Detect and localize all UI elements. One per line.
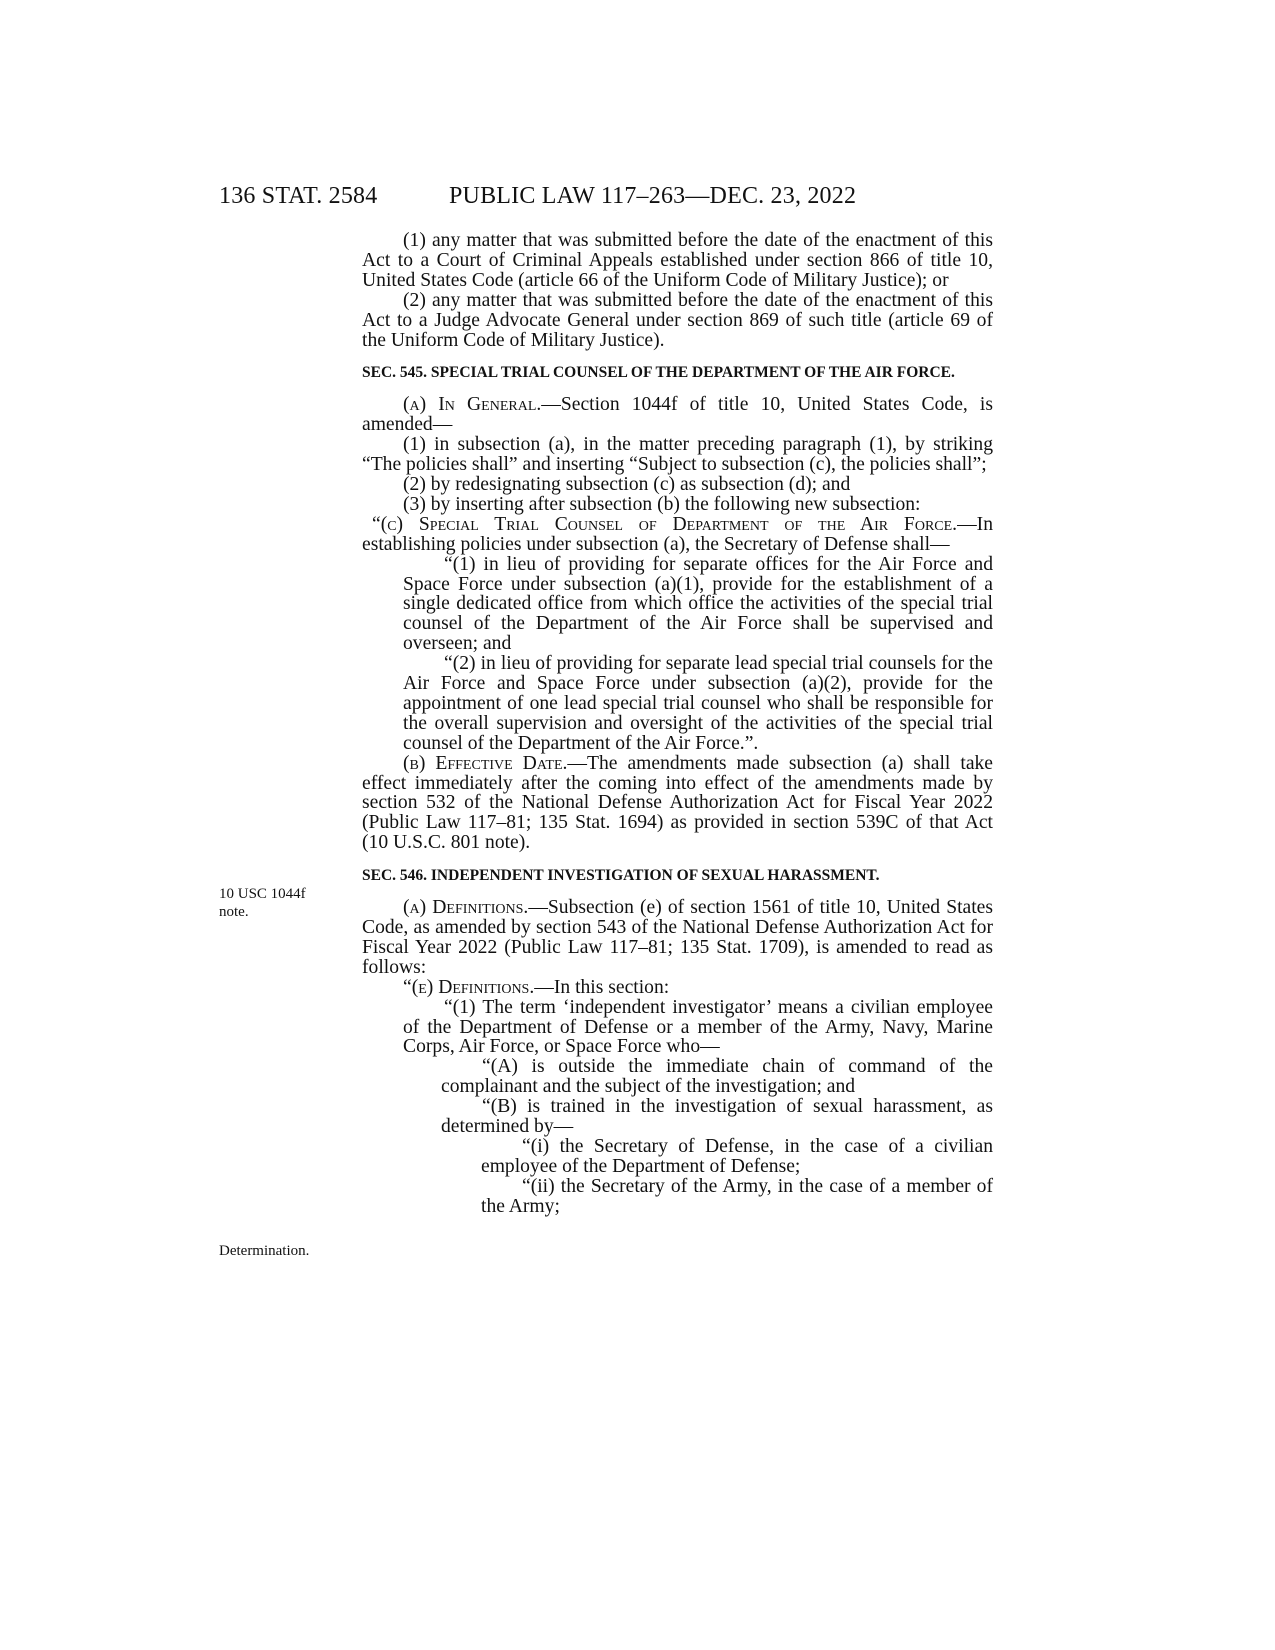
margin-note-usc [219, 885, 306, 921]
section-546-heading: SEC. 546. INDEPENDENT INVESTIGATION OF SEXUAL HARASSMENT. [362, 867, 880, 885]
subsection-a-text: —Subsection (e) of section 1561 of title 10, United States Code, as amended by section 543 of the National Defense Authorization Act for Fiscal Year 2022 (Public Law 117–81; 135 Stat. 1709), is amended to read as follows: [362, 897, 993, 978]
subsection-e-heading: “(e) Definitions. [403, 976, 535, 998]
section-545-para-2: (2) by redesignating subsection (c) as subsection (d); and [403, 473, 851, 495]
section-546-e-clause-ii: “(ii) the Secretary of the Army, in the case of a member of the Army; [481, 1175, 993, 1217]
section-545-subsection-a [362, 395, 993, 435]
subsection-a-text: —Section 1044f of title 10, United States Code, is amended— [362, 394, 993, 436]
section-546-e-para-1: “(1) The term ‘independent investigator’ means a civilian employee of the Department of Defense or a member of the Army, Navy, Marine Corps, Air Force, or Space Force who— [403, 996, 993, 1058]
section-546-e-clause-i: “(i) the Secretary of Defense, in the case of a civilian employee of the Department of Defense; [481, 1135, 993, 1177]
document-body [362, 231, 993, 1217]
section-546-e-subpara-A: “(A) is outside the immediate chain of command of the complainant and the subject of the investigation; and [441, 1056, 993, 1098]
subsection-a-heading: (a) Definitions. [403, 897, 529, 919]
section-545-heading: SEC. 545. SPECIAL TRIAL COUNSEL OF THE DEPARTMENT OF THE AIR FORCE. [362, 364, 955, 382]
subsection-b-heading: (b) Effective Date. [403, 752, 568, 774]
section-545-para-1: (1) in subsection (a), in the matter preceding paragraph (1), by striking “The policies shall” and inserting “Subject to subsection (c), the policies shall”; [362, 434, 993, 476]
section-545-para-3: (3) by inserting after subsection (b) the following new subsection: [403, 493, 921, 515]
subsection-e-text: —In this section: [534, 976, 670, 998]
section-545-c-para-1: “(1) in lieu of providing for separate offices for the Air Force and Space Force under subsection (a)(1), provide for the establishment of a single dedicated office from which office the activities of the special trial counsel of the Department of the Air Force shall be supervised and overseen; and [403, 553, 993, 655]
section-546-subsection-a [362, 898, 993, 978]
subsection-c-text: —In establishing policies under subsection (a), the Secretary of Defense shall— [362, 513, 993, 555]
subsection-b-text: —The amendments made subsection (a) shall take effect immediately after the coming into effect of the amendments made by section 532 of the National Defense Authorization Act for Fiscal Year 2022 (Public Law 117–81; 135 Stat. 1694) as provided in section 539C of that Act (10 U.S.C. 801 note). [362, 752, 994, 854]
section-546-e-subpara-B: “(B) is trained in the investigation of sexual harassment, as determined by— [441, 1096, 993, 1138]
margin-note-usc-line1: 10 USC 1044f [219, 886, 306, 902]
subsection-c-heading: “(c) Special Trial Counsel of Department of the Air Force. [372, 513, 958, 535]
section-545-subsection-b [362, 754, 993, 854]
section-545-subsection-c [362, 515, 993, 555]
page-title: PUBLIC LAW 117–263—DEC. 23, 2022 [449, 183, 857, 209]
page-reference: 136 STAT. 2584 [219, 183, 378, 209]
margin-note-determination: Determination. [219, 1243, 310, 1259]
paragraph-2: (2) any matter that was submitted before the date of the enactment of this Act to a Judge Advocate General under section 869 of such title (article 69 of the Uniform Code of Military Justice). [362, 289, 993, 351]
paragraph-1: (1) any matter that was submitted before the date of the enactment of this Act to a Court of Criminal Appeals established under section 866 of title 10, United States Code (article 66 of the Uniform Code of Military Justice); or [362, 230, 993, 291]
section-546-subsection-e [362, 978, 993, 998]
margin-note-usc-line2: note. [219, 904, 249, 920]
section-545-c-para-2: “(2) in lieu of providing for separate lead special trial counsels for the Air Force and Space Force under subsection (a)(2), provide for the appointment of one lead special trial counsel who shall be responsible for the overall supervision and oversight of the activities of the special trial counsel of the Department of the Air Force.”. [403, 653, 993, 754]
subsection-a-heading: (a) In General. [403, 394, 542, 416]
